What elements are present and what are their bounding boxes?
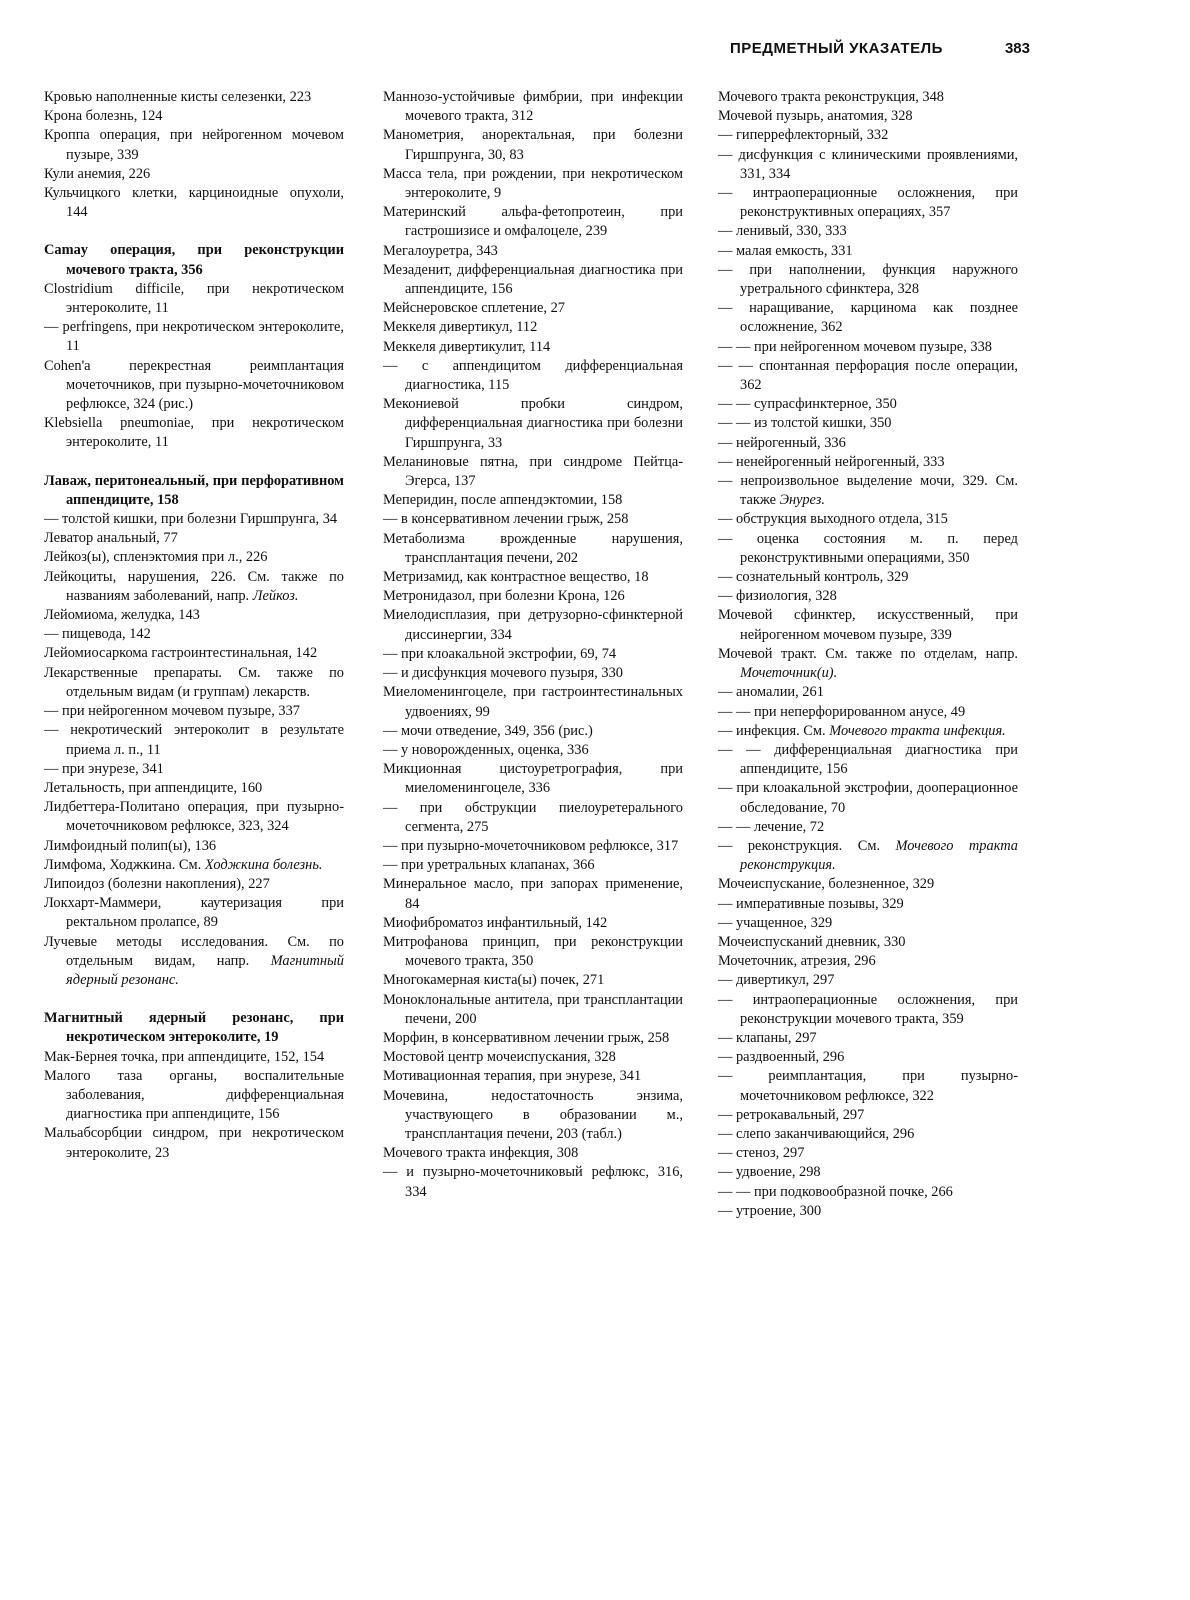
index-entry-text: Мочеточник, атрезия, 296 [718,953,876,970]
index-entry-text: Мейснеровское сплетение, 27 [383,300,565,317]
index-entry-text: — — лечение, 72 [718,818,825,835]
index-entry-text: — реконструкция. См. [718,837,896,854]
index-entry [44,702,344,721]
index-entry-text: — ленивый, 330, 333 [718,223,847,240]
index-entry-text: Меккеля дивертикулит, 114 [383,338,551,355]
index-entry [718,1202,1018,1221]
index-entry-text: Мотивационная терапия, при энурезе, 341 [383,1068,642,1085]
index-entry [718,261,1018,299]
index-entry-text: Лучевые методы исследования. См. по отдельным видам, напр. [44,933,344,969]
index-entry-text: — — при неперфорированном анусе, 49 [718,703,966,720]
index-entry-text: — — спонтанная перфорация после операции, 362 [718,357,1018,394]
index-entry [718,530,1018,568]
index-entry [383,1163,683,1201]
index-entry-text: — слепо заканчивающийся, 296 [718,1125,915,1142]
index-entry-text: — интраоперационные осложнения, при реконструкции мочевого тракта, 359 [718,991,1018,1027]
index-entry [718,703,1018,722]
index-entry-text: Липоидоз (болезни накопления), 227 [44,875,270,892]
index-entry-crossref: Магнитный ядерный резонанс. [66,952,344,988]
index-entry-text: — нейрогенный, 336 [718,434,846,451]
index-entry-text: Лаваж, перитонеальный, при перфоративном аппендиците, 158 [44,472,344,508]
index-entry [383,1029,683,1048]
index-entry [718,472,1018,510]
index-entry [718,722,1018,741]
index-entry-text: Кроппа операция, при нейрогенном мочевом пузыре, 339 [44,127,344,163]
index-entry-text: — ненейрогенный нейрогенный, 333 [718,453,945,470]
index-entry [44,779,344,798]
index-entry-text: Кровью наполненные кисты селезенки, 223 [44,89,312,105]
index-entry [383,568,683,587]
index-entry [718,952,1018,971]
index-entry [44,856,344,875]
index-entry-text: Clostridium difficile, при некротическом энтероколите, 11 [44,280,344,317]
index-entry [718,395,1018,414]
index-entry-text: Мочевой сфинктер, искусственный, при нейрогенном мочевом пузыре, 339 [718,607,1018,643]
index-entry-text: Миелодисплазия, при детрузорно-сфинктерной диссинергии, 334 [383,607,683,643]
index-entry [44,625,344,644]
index-entry-crossref: Мочевого тракта реконструкция. [740,837,1018,874]
index-entry-text: — и пузырно-мочеточниковый рефлюкс, 316, 334 [383,1164,683,1200]
index-entry [718,510,1018,529]
index-entry-text: Миофиброматоз инфантильный, 142 [383,914,608,931]
index-entry-text: Морфин, в консервативном лечении грыж, 258 [383,1029,670,1046]
index-entry [44,107,344,126]
index-entry [718,1183,1018,1202]
index-entry-text: — гиперрефлекторный, 332 [718,127,889,144]
index-entry-text: — удвоение, 298 [718,1164,821,1181]
index-entry [718,683,1018,702]
index-entry [718,146,1018,184]
index-entry [718,1163,1018,1182]
index-entry-text: — — супрасфинктерное, 350 [718,396,897,413]
index-entry [383,856,683,875]
index-entry-text: — при энурезе, 341 [44,760,164,777]
index-entry [383,453,683,491]
index-entry [383,530,683,568]
index-entry-text: — — при нейрогенном мочевом пузыре, 338 [718,338,992,355]
index-entry-text: — дисфункция с клиническими проявлениями, 331, 334 [718,146,1018,182]
index-entry [718,414,1018,433]
index-entry-text: — некротический энтероколит в результате приема л. п., 11 [44,722,344,758]
index-entry [718,837,1018,875]
index-entry-text: Мекониевой пробки синдром, дифференциальная диагностика при болезни Гиршпрунга, 33 [383,396,683,451]
index-column-3 [718,88,1018,1221]
index-entry [383,165,683,203]
index-entry [44,184,344,222]
index-entry-text: Мальабсорбции синдром, при некротическом энтероколите, 23 [44,1125,344,1161]
index-entry [383,664,683,683]
index-entry-text: — утроение, 300 [718,1202,822,1219]
index-entry-text: — толстой кишки, при болезни Гиршпрунга, 34 [44,511,338,528]
index-entry [44,510,344,529]
index-entry [383,318,683,337]
index-entry [44,529,344,548]
index-entry [383,1087,683,1145]
index-entry-text: — сознательный контроль, 329 [718,569,909,586]
index-entry-text: — интраоперационные осложнения, при реконструктивных операциях, 357 [718,185,1018,221]
index-entry-text: — при пузырно-мочеточниковом рефлюксе, 317 [383,837,679,854]
index-entry [44,357,344,415]
index-entry [383,1067,683,1086]
index-entry-text: Мочевой пузырь, анатомия, 328 [718,108,913,125]
index-entry-text: — при нейрогенном мочевом пузыре, 337 [44,703,300,720]
index-entry [44,644,344,663]
index-entry [718,645,1018,683]
index-entry-text: — непроизвольное выделение мочи, 329. См. также [718,473,1018,509]
index-entry [718,971,1018,990]
index-entry [44,318,344,356]
index-entry [44,414,344,452]
index-entry [383,606,683,644]
index-entry [718,184,1018,222]
page-number: 383 [1004,40,1030,57]
index-entry [718,568,1018,587]
index-entry-text: Меккеля дивертикул, 112 [383,319,538,336]
index-entry [44,165,344,184]
index-entry-text: Мегалоуретра, 343 [383,242,498,259]
index-entry-crossref: Мочевого тракта инфекция. [829,722,1006,739]
index-entry-text: Маннозо-устойчивые фимбрии, при инфекции мочевого тракта, 312 [383,89,683,125]
index-entry-text: Лекарственные препараты. См. также по отдельным видам (и группам) лекарств. [44,664,344,700]
index-entry-text: — — дифференциальная диагностика при аппендиците, 156 [718,741,1018,778]
index-entry [44,568,344,606]
index-entry [718,357,1018,395]
index-entry-text: Мочеиспусканий дневник, 330 [718,933,906,950]
index-entry [44,933,344,991]
index-entry-text: Меланиновые пятна, при синдроме Пейтца-Эгерса, 137 [383,453,683,490]
index-entry-text: — — из толстой кишки, 350 [718,415,892,432]
index-entry-text: — учащенное, 329 [718,914,833,931]
index-entry-text: — обструкция выходного отдела, 315 [718,511,948,528]
index-entry-text: Летальность, при аппендиците, 160 [44,779,263,796]
index-entry-text: Магнитный ядерный резонанс, при некротическом энтероколите, 19 [44,1010,344,1046]
index-entry-text: Меперидин, после аппендэктомии, 158 [383,492,623,509]
index-entry-text: Мостовой центр мочеиспускания, 328 [383,1049,616,1066]
index-entry-text: Метаболизма врожденные нарушения, трансплантация печени, 202 [383,530,683,566]
index-entry [718,453,1018,472]
index-entry [383,1144,683,1163]
index-entry-text: Мочевой тракт. См. также по отделам, напр. [718,645,1018,662]
index-entry-text: — мочи отведение, 349, 356 (рис.) [383,722,593,739]
index-entry-text: Лидбеттера-Политано операция, при пузырно-мочеточниковом рефлюксе, 323, 324 [44,799,344,835]
index-entry-text: Cohen'a перекрестная реимплантация мочеточников, при пузырно-мочеточниковом рефлюксе, 324 (рис.) [44,357,344,413]
index-entry-text: — оценка состояния м. п. перед реконструктивными операциями, 350 [718,530,1018,566]
index-entry-text: — — при подковообразной почке, 266 [718,1183,953,1200]
index-entry-text: — наращивание, карцинома как позднее осложнение, 362 [718,300,1018,336]
index-entry-text: — при клоакальной экстрофии, дооперационное обследование, 70 [718,780,1018,816]
index-entry-text: Локхарт-Маммери, каутеризация при ректальном пролапсе, 89 [44,895,344,931]
index-entry [383,933,683,971]
index-entry [44,606,344,625]
index-entry-text: Кульчицкого клетки, карциноидные опухоли, 144 [44,185,344,221]
index-entry-text: — с аппендицитом дифференциальная диагностика, 115 [383,357,683,394]
index-entry-text: Лимфоидный полип(ы), 136 [44,837,217,854]
index-entry-text: Микционная цистоуретрография, при миеломенингоцеле, 336 [383,761,683,797]
index-entry [44,837,344,856]
index-entry [718,606,1018,644]
index-entry [383,491,683,510]
index-entry [44,798,344,836]
index-entry [44,760,344,779]
index-entry [383,587,683,606]
index-entry [44,1048,344,1067]
index-entry [44,894,344,932]
index-entry [383,395,683,453]
index-entry [718,126,1018,145]
index-entry-text: Лейкоциты, нарушения, 226. См. также по названиям заболеваний, напр. [44,568,344,604]
index-entry [718,338,1018,357]
index-entry-text: — стеноз, 297 [718,1145,805,1162]
index-entry [718,818,1018,837]
index-entry-text: Метризамид, как контрастное вещество, 18 [383,569,649,586]
index-entry-text: — физиология, 328 [718,588,837,605]
index-entry [44,88,344,107]
index-entry [718,1029,1018,1048]
index-entry [718,741,1018,779]
index-entry-crossref: Мочеточник(и). [740,665,838,682]
index-entry-text: Сamay операция, при реконструкции мочевого тракта, 356 [44,242,344,278]
index-entry-text: — малая емкость, 331 [718,242,853,259]
index-entry [383,741,683,760]
index-entry [383,875,683,913]
index-entry-text: Мочевина, недостаточность энзима, участвующего в образовании м., трансплантация печени, 203 (табл.) [383,1087,683,1142]
index-entry [44,721,344,759]
index-entry-text: Масса тела, при рождении, при некротическом энтероколите, 9 [383,165,683,202]
index-entry [44,472,344,510]
index-entry [383,1048,683,1067]
index-entry [718,1125,1018,1144]
index-entry-text: Мочевого тракта инфекция, 308 [383,1145,579,1162]
index-entry-text: — perfringens, при некротическом энтероколите, 11 [44,319,344,355]
index-entry-crossref: Ходжкина болезнь. [204,856,323,873]
index-entry [718,1067,1018,1105]
index-entry-text: — и дисфункция мочевого пузыря, 330 [383,665,623,682]
index-entry [718,1106,1018,1125]
index-entry-text: Леватор анальный, 77 [44,530,178,547]
index-entry [383,991,683,1029]
index-entry [44,241,344,279]
index-entry [44,280,344,318]
index-column-1 [44,88,344,1163]
index-entry [383,357,683,395]
index-entry-text: — в консервативном лечении грыж, 258 [383,511,629,528]
index-entry-text: Мезаденит, дифференциальная диагностика при аппендиците, 156 [383,261,683,298]
index-entry [718,434,1018,453]
index-entry [718,242,1018,261]
index-entry-text: Лейомиосаркома гастроинтестинальная, 142 [44,645,318,662]
index-entry-text: Лейкоз(ы), спленэктомия при л., 226 [44,549,268,566]
index-entry-text: Метронидазол, при болезни Крона, 126 [383,588,625,605]
index-entry-text: — императивные позывы, 329 [718,895,904,912]
index-entry [383,799,683,837]
index-entry-text: Материнский альфа-фетопротеин, при гастрошизисе и омфалоцеле, 239 [383,204,683,240]
index-entry [718,222,1018,241]
index-entry-text: Манометрия, аноректальная, при болезни Гиршпрунга, 30, 83 [383,127,683,163]
index-entry [383,510,683,529]
index-entry-text: Кули анемия, 226 [44,165,151,182]
index-entry [383,645,683,664]
index-entry [383,760,683,798]
index-entry [383,242,683,261]
index-entry [718,991,1018,1029]
index-entry-text: — при наполнении, функция наружного уретрального сфинктера, 328 [718,261,1018,298]
index-entry-text: — раздвоенный, 296 [718,1049,845,1066]
index-entry-text: Лимфома, Ходжкина. См. [44,856,205,873]
index-entry-text: Мочевого тракта реконструкция, 348 [718,89,944,105]
index-entry-text: Мак-Бернея точка, при аппендиците, 152, 154 [44,1048,325,1065]
index-entry [383,203,683,241]
index-entry-text: — аномалии, 261 [718,684,824,701]
index-entry-text: Лейомиома, желудка, 143 [44,607,200,624]
index-entry-text: Митрофанова принцип, при реконструкции мочевого тракта, 350 [383,933,683,970]
index-entry [718,895,1018,914]
index-entry [718,88,1018,107]
index-entry [383,837,683,856]
index-entry [383,914,683,933]
index-entry [383,683,683,721]
index-entry [383,261,683,299]
index-entry [44,875,344,894]
index-entry-text: — ретрокавальный, 297 [718,1106,865,1123]
index-column-2 [383,88,683,1202]
index-entry-text: Миеломенингоцеле, при гастроинтестинальных удвоениях, 99 [383,684,683,720]
index-entry [383,338,683,357]
index-entry [44,548,344,567]
index-entry [383,971,683,990]
index-entry-text: — при уретральных клапанах, 366 [383,857,595,874]
index-entry-text: — инфекция. См. [718,722,830,739]
index-entry-text: — дивертикул, 297 [718,972,835,989]
index-entry [44,664,344,702]
index-entry-text: Klebsiella pneumoniae, при некротическом энтероколите, 11 [44,415,344,451]
section-title: ПРЕДМЕТНЫЙ УКАЗАТЕЛЬ [730,40,943,57]
index-entry [44,1124,344,1162]
index-entry [718,1048,1018,1067]
index-entry [44,126,344,164]
index-entry [383,88,683,126]
index-entry-text: Минеральное масло, при запорах применение, 84 [383,876,683,912]
index-entry [718,914,1018,933]
index-entry [718,107,1018,126]
index-entry-text: — пищевода, 142 [44,626,151,643]
index-entry-text: — клапаны, 297 [718,1029,817,1046]
index-entry-text: Моноклональные антитела, при трансплантации печени, 200 [383,991,683,1027]
index-entry-text: Малого таза органы, воспалительные заболевания, дифференциальная диагностика при аппендиците, 156 [44,1067,344,1123]
index-entry-text: — при клоакальной экстрофии, 69, 74 [383,645,617,662]
index-entry [718,587,1018,606]
index-entry-text: Крона болезнь, 124 [44,108,163,125]
index-entry [718,299,1018,337]
index-entry-text: — реимплантация, при пузырно-мочеточниковом рефлюксе, 322 [718,1068,1018,1104]
index-entry [383,722,683,741]
index-entry-crossref: Лейкоз. [252,587,299,604]
index-entry [383,299,683,318]
index-entry [718,933,1018,952]
index-entry [383,126,683,164]
index-entry [44,1067,344,1125]
running-header [730,40,1030,64]
index-entry-text: — у новорожденных, оценка, 336 [383,741,589,758]
index-entry-text: Мочеиспускание, болезненное, 329 [718,876,935,893]
index-entry-text: Многокамерная киста(ы) почек, 271 [383,972,605,989]
index-entry [718,779,1018,817]
index-entry [718,1144,1018,1163]
index-entry-text: — при обструкции пиелоуретерального сегмента, 275 [383,799,683,835]
index-entry-crossref: Энурез. [779,492,825,509]
index-entry [718,875,1018,894]
index-entry [44,1009,344,1047]
